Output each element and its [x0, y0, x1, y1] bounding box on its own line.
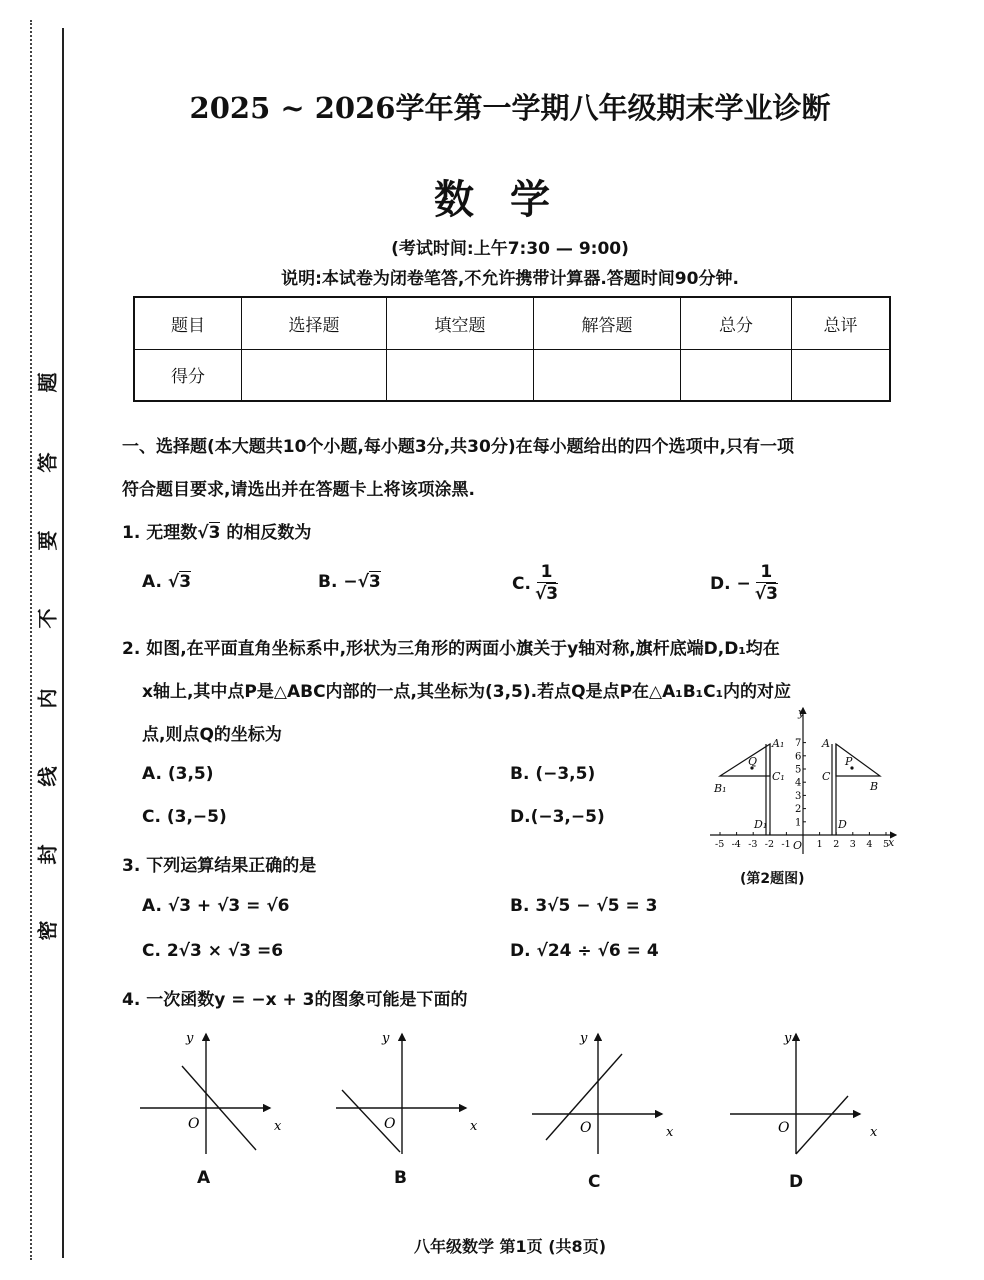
q1-option-c-denominator: √3 [534, 584, 559, 604]
q4-graph-d[interactable] [724, 1026, 884, 1156]
q1-option-b-radicand: 3 [368, 572, 381, 592]
x-tick-label: 2 [833, 839, 840, 850]
score-cell-total[interactable] [681, 349, 792, 401]
page-footer: 八年级数学 第1页 (共8页) [413, 1237, 607, 1256]
label-o: O [793, 839, 803, 852]
q1-option-b-letter: B. − [318, 572, 358, 592]
origin-label: O [188, 1116, 200, 1132]
label-a: A [822, 737, 830, 750]
seal-char: 内 [35, 688, 60, 709]
q4-graph-a[interactable] [134, 1026, 294, 1156]
x-tick-label: 1 [816, 839, 823, 850]
q1-stem [122, 518, 311, 543]
q4-graph-d-label: D [789, 1172, 804, 1192]
y-tick-label: 3 [795, 790, 802, 802]
exam-title: 2025 ~ 2026学年第一学期八年级期末学业诊断 [189, 91, 831, 125]
x-tick-label: -1 [781, 839, 791, 850]
q1-stem-post: 的相反数为 [226, 523, 312, 543]
q2-line2: x轴上,其中点P是△ABC内部的一点,其坐标为(3,5).若点Q是点P在△A₁B₁C₁内的对应 [142, 682, 792, 702]
q1-option-c-numerator: 1 [537, 562, 557, 583]
x-tick-label: 5 [883, 839, 890, 850]
x-tick-label: -3 [748, 839, 758, 850]
q4-graph-a-label: A [197, 1168, 211, 1188]
score-table [133, 296, 891, 402]
score-table-header: 选择题 [242, 297, 387, 349]
y-tick-label: 5 [795, 764, 802, 776]
y-tick-label: 2 [795, 804, 802, 816]
score-cell-choice[interactable] [242, 349, 387, 401]
exam-time: (考试时间:上午7:30 — 9:00) [391, 239, 629, 259]
axis-label-x: x [666, 1125, 674, 1140]
y-tick-label: 4 [795, 777, 802, 789]
q2-option-a[interactable]: A. (3,5) [142, 764, 214, 784]
q1-option-a-radicand: 3 [179, 572, 192, 592]
axis-ticks [715, 738, 889, 850]
label-c: C [822, 770, 831, 783]
q4-graph-b-label: B [394, 1168, 407, 1188]
q1-option-c-fraction [535, 562, 558, 605]
score-table-header-row [134, 297, 890, 349]
seal-char: 要 [35, 530, 60, 551]
q2-figure [706, 704, 900, 866]
x-tick-label: 4 [866, 839, 873, 850]
label-q: Q [748, 755, 758, 768]
q2-option-c[interactable]: C. (3,−5) [142, 807, 227, 827]
seal-char: 不 [35, 608, 60, 629]
label-b1: B₁ [714, 782, 727, 795]
q1-stem-pre: 1. 无理数 [122, 523, 198, 543]
section1-line2: 符合题目要求,请选出并在答题卡上将该项涂黑. [122, 480, 475, 500]
seal-char: 题 [35, 372, 60, 393]
axis-label-x: x [470, 1119, 478, 1134]
q1-option-d-fraction [755, 562, 778, 605]
x-tick-label: -5 [715, 839, 725, 850]
q1-option-d-numerator: 1 [756, 562, 776, 583]
q1-option-c-radicand: 3 [546, 584, 559, 604]
score-table-header: 题目 [134, 297, 242, 349]
sqrt-sign: √ [197, 523, 209, 543]
y-tick-label: 7 [795, 738, 802, 750]
section1-line1: 一、选择题(本大题共10个小题,每小题3分,共30分)在每小题给出的四个选项中,只有一项 [122, 437, 795, 457]
x-tick-label: 3 [849, 839, 856, 850]
q3-option-d[interactable]: D. √24 ÷ √6 = 4 [510, 941, 659, 961]
q1-option-a-letter: A. [142, 572, 162, 592]
q4-graph-b[interactable] [330, 1026, 490, 1156]
score-table-header: 总分 [681, 297, 792, 349]
label-d: D [838, 818, 847, 831]
seal-char: 封 [35, 844, 60, 865]
axis-label-y: y [580, 1031, 588, 1046]
q1-option-b[interactable]: B. −√3 [318, 572, 381, 592]
q1-option-d-letter: D. − [710, 573, 751, 594]
q1-option-c-letter: C. [512, 573, 531, 594]
q4-graph-c[interactable] [526, 1026, 686, 1156]
q1-stem-radicand: 3 [208, 523, 221, 543]
q3-option-c[interactable]: C. 2√3 × √3 =6 [142, 941, 284, 961]
axis-label-x: x [274, 1119, 282, 1134]
q3-option-a[interactable]: A. √3 + √3 = √6 [142, 896, 290, 916]
seal-char: 答 [35, 452, 60, 473]
seal-char: 密 [35, 920, 60, 941]
q2-option-b[interactable]: B. (−3,5) [510, 764, 596, 784]
q1-option-c[interactable] [512, 562, 558, 605]
x-tick-label: -2 [764, 839, 775, 850]
axis-label-y: y [186, 1031, 194, 1046]
origin-label: O [384, 1116, 396, 1132]
q3-stem: 3. 下列运算结果正确的是 [122, 856, 317, 876]
axis-label-y: y [784, 1031, 792, 1046]
q2-figure-caption: (第2题图) [740, 871, 805, 887]
label-b: B [870, 780, 879, 793]
score-table-header: 填空题 [387, 297, 534, 349]
label-p: P [845, 755, 853, 768]
q3-option-b[interactable]: B. 3√5 − √5 = 3 [510, 896, 658, 916]
label-y: y [798, 706, 805, 719]
exam-note: 说明:本试卷为闭卷笔答,不允许携带计算器.答题时间90分钟. [281, 269, 739, 289]
axis-label-x: x [870, 1125, 878, 1140]
score-cell-answer[interactable] [534, 349, 681, 401]
score-table-header: 解答题 [534, 297, 681, 349]
q2-line1: 2. 如图,在平面直角坐标系中,形状为三角形的两面小旗关于y轴对称,旗杆底端D,D₁均在 [122, 639, 780, 659]
seal-char: 线 [35, 766, 60, 787]
function-line [796, 1096, 848, 1154]
score-cell-fill[interactable] [387, 349, 534, 401]
q2-line3: 点,则点Q的坐标为 [142, 725, 282, 745]
q2-option-d[interactable]: D.(−3,−5) [510, 807, 605, 827]
label-d1: D₁ [754, 818, 768, 831]
label-c1: C₁ [772, 770, 785, 783]
q1-option-d-radicand: 3 [766, 584, 778, 604]
y-tick-label: 6 [795, 751, 802, 763]
label-a1: A₁ [772, 737, 785, 750]
q1-option-a[interactable]: A. √3 [142, 572, 192, 592]
x-tick-label: -4 [731, 839, 741, 850]
origin-label: O [778, 1120, 790, 1136]
q4-graph-c-label: C [588, 1172, 601, 1192]
q4-stem: 4. 一次函数y = −x + 3的图象可能是下面的 [122, 990, 468, 1010]
score-table-score-row [134, 349, 890, 401]
q1-option-d-denominator: √3 [754, 584, 778, 604]
axis-label-y: y [382, 1031, 390, 1046]
score-row-label: 得分 [134, 349, 242, 401]
y-tick-label: 1 [795, 817, 802, 829]
score-table-header: 总评 [792, 297, 891, 349]
label-x: x [888, 836, 895, 849]
score-cell-evaluation[interactable] [792, 349, 891, 401]
origin-label: O [580, 1120, 592, 1136]
subject-title: 数学 [434, 177, 586, 223]
q1-option-d[interactable] [710, 562, 778, 605]
